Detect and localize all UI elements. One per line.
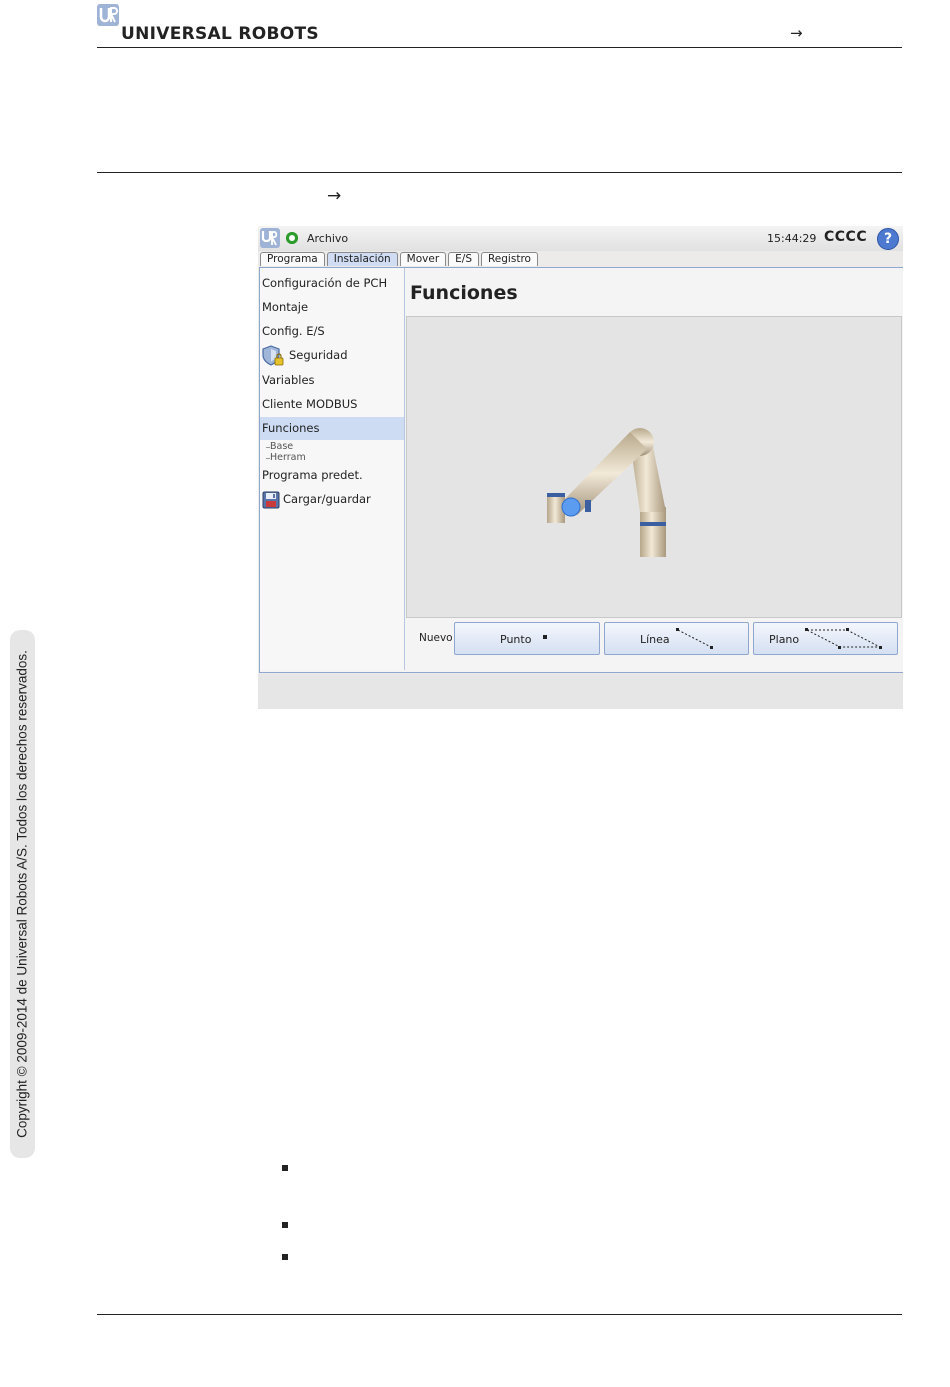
title-bar <box>258 226 903 251</box>
sidebar-item-io-config[interactable] <box>260 321 404 341</box>
plane-button[interactable] <box>753 622 898 655</box>
tab-es[interactable]: E/S <box>448 252 479 266</box>
copyright-tab <box>10 630 35 1158</box>
file-menu[interactable]: Archivo <box>307 232 349 245</box>
new-label: Nuevo <box>419 632 453 644</box>
sidebar-item-label: Montaje <box>262 300 309 314</box>
footer-rule <box>97 1314 902 1315</box>
page-title: Funciones <box>410 282 518 304</box>
copyright-text: Copyright © 2009-2014 de Universal Robots A/S. Todos los derechos reservados. <box>14 650 30 1138</box>
tab-mover[interactable]: Mover <box>400 252 446 266</box>
sidebar-item-label: Variables <box>262 373 315 387</box>
sidebar-item-montaje[interactable] <box>260 297 404 317</box>
shield-lock-icon <box>262 345 286 367</box>
line-icon <box>675 627 715 651</box>
path-arrow: → <box>327 186 342 206</box>
status-strip <box>258 674 903 709</box>
brand-name: UNIVERSAL ROBOTS <box>121 24 319 44</box>
installation-panel <box>259 267 903 673</box>
line-button-label: Línea <box>640 633 670 646</box>
plane-icon <box>804 627 884 651</box>
ur-logo-icon <box>260 228 280 248</box>
point-button[interactable] <box>454 622 600 655</box>
new-feature-bar <box>406 620 900 658</box>
sidebar-item-seguridad[interactable] <box>260 343 404 367</box>
bullet-marker <box>282 1222 288 1228</box>
sidebar-item-label: Seguridad <box>289 348 348 362</box>
header-rule <box>97 47 902 48</box>
tab-programa[interactable]: Programa <box>260 252 325 266</box>
sidebar-item-modbus[interactable] <box>260 394 404 414</box>
sidebar-subitem-base[interactable]: Base <box>270 441 294 452</box>
tab-instalacion[interactable]: Instalación <box>327 252 398 266</box>
sidebar-item-label: Funciones <box>262 421 320 435</box>
sidebar-item-funciones[interactable] <box>260 417 404 440</box>
robot-name: CCCC <box>824 229 868 245</box>
sidebar-item-tcp-config[interactable] <box>260 273 404 293</box>
bullet-marker <box>282 1254 288 1260</box>
sidebar-item-label: Cargar/guardar <box>283 492 371 506</box>
section-rule <box>97 172 902 173</box>
sidebar-item-label: Config. E/S <box>262 324 325 338</box>
sidebar-item-cargar-guardar[interactable] <box>260 488 404 510</box>
help-icon[interactable]: ? <box>877 228 899 250</box>
header-arrow: → <box>790 24 803 42</box>
clock: 15:44:29 <box>767 232 817 245</box>
installation-sidebar <box>260 268 405 670</box>
universal-robots-logo <box>97 4 327 44</box>
main-tabs <box>260 252 540 267</box>
floppy-disk-icon <box>262 491 280 509</box>
sidebar-subitem-herram[interactable]: Herram <box>270 452 306 463</box>
sidebar-item-label: Programa predet. <box>262 468 363 482</box>
sidebar-item-label: Configuración de PCH <box>262 276 388 290</box>
line-button[interactable] <box>604 622 749 655</box>
polyscope-screenshot <box>258 226 903 709</box>
sidebar-item-variables[interactable] <box>260 370 404 390</box>
sidebar-item-label: Cliente MODBUS <box>262 397 358 411</box>
tab-registro[interactable]: Registro <box>481 252 538 266</box>
point-button-label: Punto <box>500 633 532 646</box>
point-icon <box>543 635 549 641</box>
ur-logo-icon <box>97 4 119 26</box>
sidebar-item-programa-predet[interactable] <box>260 465 404 485</box>
robot-3d-view[interactable] <box>406 316 902 618</box>
plane-button-label: Plano <box>769 633 800 646</box>
status-indicator-icon <box>286 232 298 244</box>
bullet-marker <box>282 1165 288 1171</box>
robot-arm-model <box>407 317 901 617</box>
